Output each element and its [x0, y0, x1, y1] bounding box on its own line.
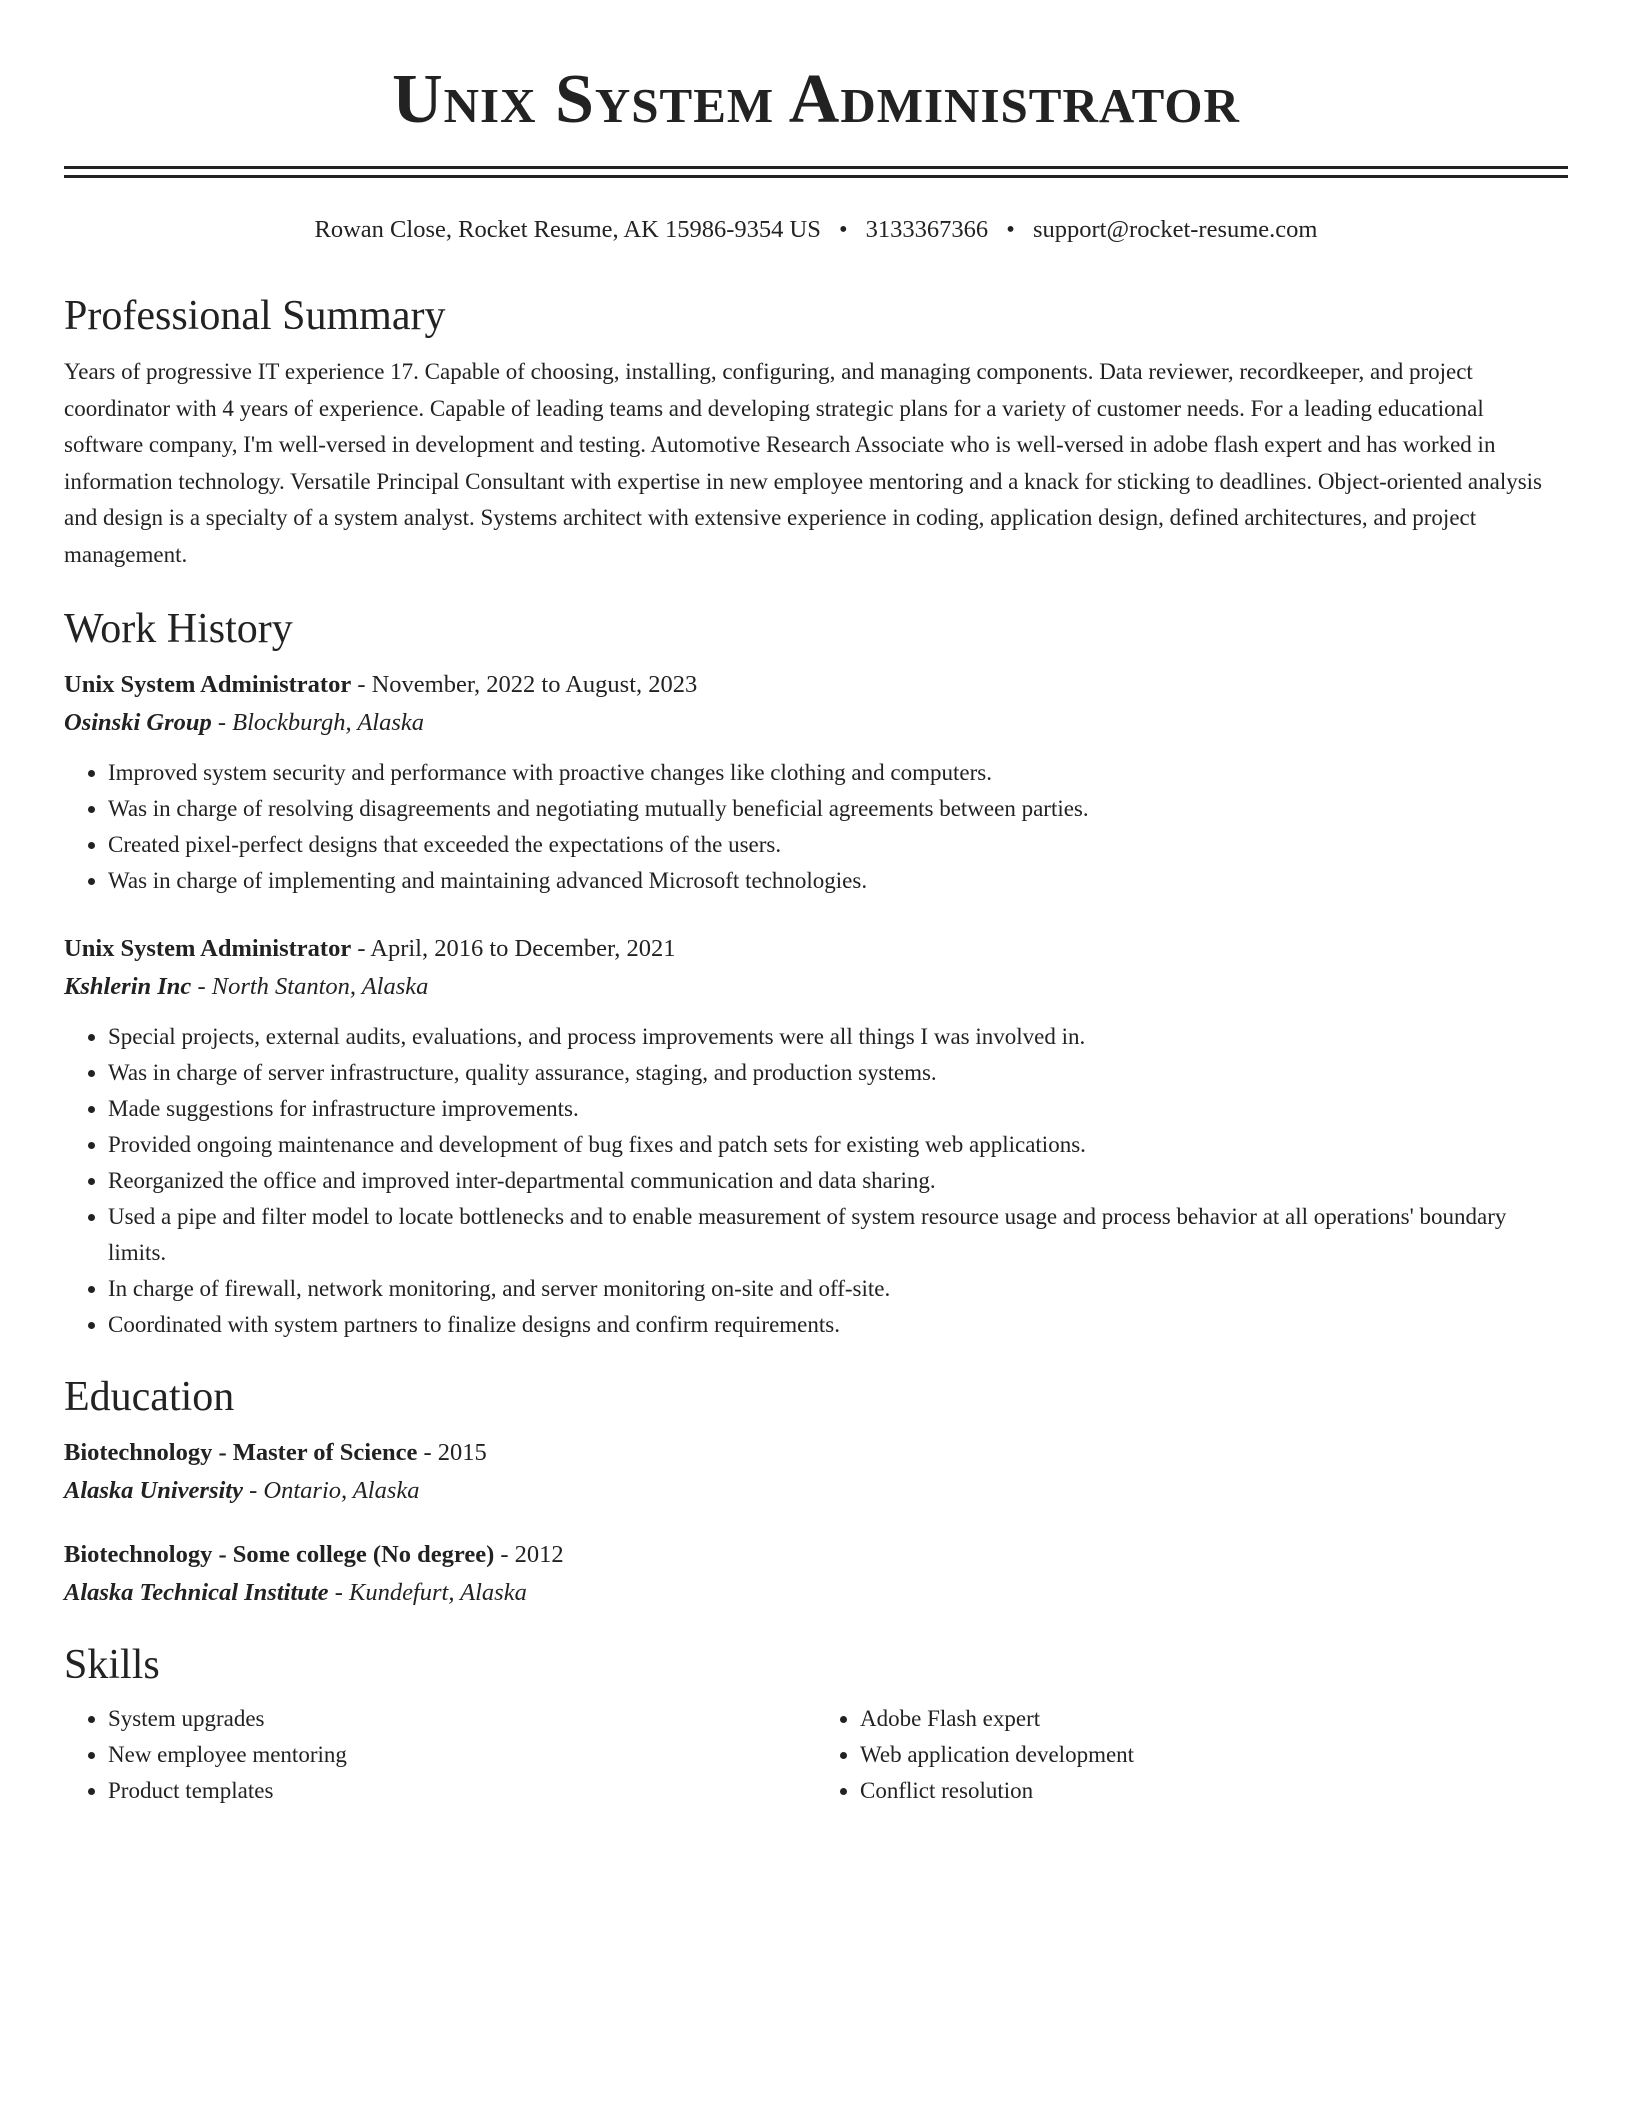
job-bullets — [64, 1019, 1568, 1343]
school-line — [64, 1475, 1568, 1507]
skill-item: • Adobe Flash expert — [860, 1701, 1568, 1737]
job-entry — [64, 933, 1568, 1343]
job-entry — [64, 669, 1568, 899]
degree-name: Biotechnology - Master of Science — [64, 1439, 418, 1466]
degree-line — [64, 1539, 1568, 1571]
job-bullet: • Was in charge of server infrastructure, quality assurance, staging, and production systems. — [108, 1055, 1568, 1091]
job-bullet: • Provided ongoing maintenance and development of bug fixes and patch sets for existing web applications. — [108, 1127, 1568, 1163]
skill-item: • New employee mentoring — [108, 1737, 816, 1773]
degree-year: - 2012 — [494, 1541, 564, 1568]
skills-list — [64, 1701, 1568, 1809]
job-bullet: • Used a pipe and filter model to locate bottlenecks and to enable measurement of system resource usage and process behavior at all operations' boundary limits. — [108, 1199, 1568, 1271]
job-bullet: • Improved system security and performance with proactive changes like clothing and computers. — [108, 755, 1568, 791]
job-bullet: • Special projects, external audits, evaluations, and process improvements were all things I was involved in. — [108, 1019, 1568, 1055]
summary-heading: Professional Summary — [64, 293, 446, 339]
resume-title: Unix System Administrator — [392, 61, 1240, 138]
employer-name: Kshlerin Inc — [64, 973, 192, 1000]
employer-line — [64, 971, 1568, 1003]
contact-phone: 3133367366 — [865, 216, 989, 243]
skill-item: • Product templates — [108, 1773, 816, 1809]
contact-email: support@rocket-resume.com — [1032, 216, 1318, 243]
summary-text: Years of progressive IT experience 17. Capable of choosing, installing, configuring, and managing components. Data reviewer, recordkeeper, and project coordinator with 4 years of experience. Capable of leading teams and developing strategic plans for a variety of customer needs. For a leading educational software company, I'm well-versed in development and testing. Automotive Research Associate who is well-versed in adobe flash expert and has worked in information technology. Versatile Principal Consultant with expertise in new employee mentoring and a knack for sticking to deadlines. Object-oriented analysis and design is a specialty of a system analyst. Systems architect with extensive experience in coding, application design, defined architectures, and project management. — [64, 359, 1543, 567]
contact-address: Rowan Close, Rocket Resume, AK 15986-9354 US — [314, 216, 821, 243]
degree-line — [64, 1437, 1568, 1469]
contact-separator: • — [1006, 216, 1015, 243]
header-divider — [64, 166, 1568, 178]
contact-line — [64, 214, 1568, 246]
contact-separator: • — [838, 216, 848, 243]
degree-year: - 2015 — [417, 1439, 487, 1466]
school-line — [64, 1577, 1568, 1609]
degree-name: Biotechnology - Some college (No degree) — [64, 1541, 495, 1568]
school-name: Alaska Technical Institute — [64, 1579, 329, 1606]
school-name: Alaska University — [64, 1477, 243, 1504]
job-bullet: • Was in charge of resolving disagreements and negotiating mutually beneficial agreements between parties. — [108, 791, 1568, 827]
job-title-line — [64, 933, 1568, 965]
job-title: Unix System Administrator — [64, 671, 352, 698]
job-dates: - April, 2016 to December, 2021 — [351, 935, 676, 962]
work-history-heading: Work History — [64, 606, 293, 652]
skills-heading: Skills — [64, 1642, 160, 1688]
employer-name: Osinski Group — [64, 709, 212, 736]
skills-column-left — [64, 1701, 816, 1809]
job-bullet: • Was in charge of implementing and maintaining advanced Microsoft technologies. — [108, 863, 1568, 899]
education-entry — [64, 1437, 1568, 1507]
skill-item: • System upgrades — [108, 1701, 816, 1737]
job-bullet: • Made suggestions for infrastructure improvements. — [108, 1091, 1568, 1127]
employer-location: - North Stanton, Alaska — [191, 973, 429, 1000]
school-location: - Ontario, Alaska — [243, 1477, 420, 1504]
skill-item: • Conflict resolution — [860, 1773, 1568, 1809]
employer-location: - Blockburgh, Alaska — [211, 709, 425, 736]
job-dates: - November, 2022 to August, 2023 — [351, 671, 698, 698]
job-bullet: • Created pixel-perfect designs that exceeded the expectations of the users. — [108, 827, 1568, 863]
skill-item: • Web application development — [860, 1737, 1568, 1773]
skills-column-right — [816, 1701, 1568, 1809]
education-entry — [64, 1539, 1568, 1609]
job-bullet: • Reorganized the office and improved inter-departmental communication and data sharing. — [108, 1163, 1568, 1199]
job-bullet: • Coordinated with system partners to finalize designs and confirm requirements. — [108, 1307, 1568, 1343]
job-title-line — [64, 669, 1568, 701]
job-bullets — [64, 755, 1568, 899]
job-bullet: • In charge of firewall, network monitoring, and server monitoring on-site and off-site. — [108, 1271, 1568, 1307]
job-title: Unix System Administrator — [64, 935, 352, 962]
school-location: - Kundefurt, Alaska — [328, 1579, 527, 1606]
employer-line — [64, 707, 1568, 739]
education-heading: Education — [64, 1374, 235, 1420]
